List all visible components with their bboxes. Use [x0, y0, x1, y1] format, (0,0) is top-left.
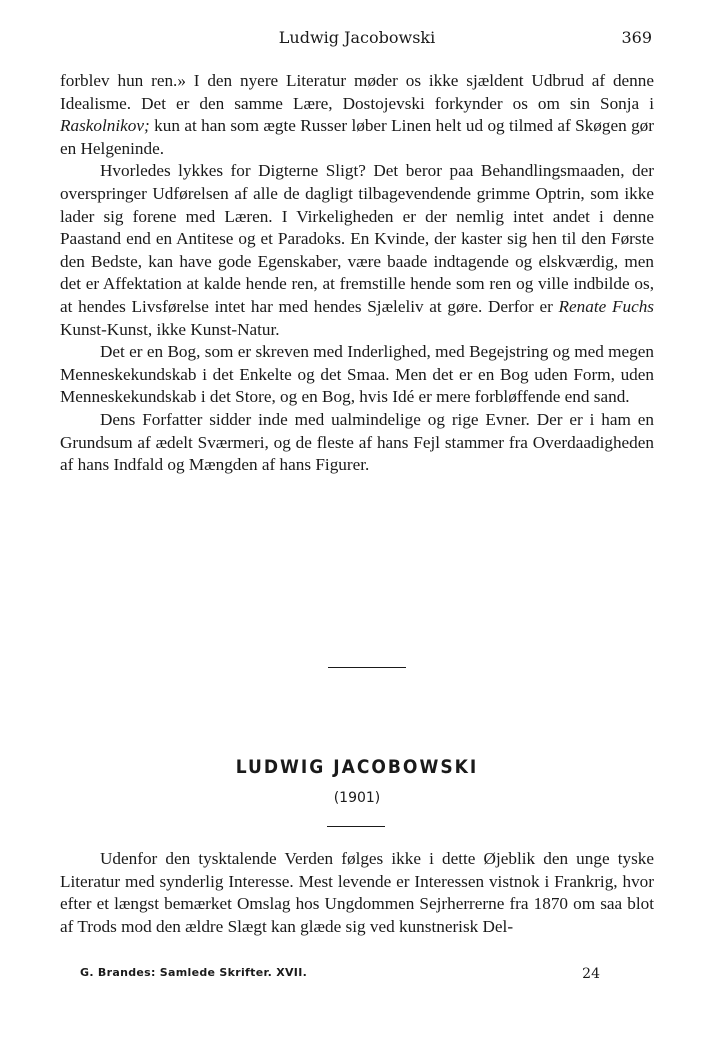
sheet-number: 24 [582, 966, 600, 982]
section-divider [328, 667, 406, 668]
heading-underline [327, 826, 385, 827]
section-heading: LUDWIG JACOBOWSKI [235, 756, 479, 778]
paragraph [60, 160, 654, 341]
text-run: Dens Forfatter sidder inde med ualmindelige og rige Evner. Der er i ham en Grundsum af ædelt Sværmeri, og de fleste af hans Fejl stammer fra Overdaadigheden af hans Indfald og Mængden af hans Figurer. [60, 409, 654, 475]
printer-signature: G. Brandes: Samlede Skrifter. XVII. [80, 966, 308, 979]
italic-title: Renate Fuchs [558, 296, 654, 316]
paragraph [60, 70, 654, 160]
text-run: Det er en Bog, som er skreven med Inderlighed, med Begejstring og med megen Menneskekundskab i det Enkelte og det Smaa. Men det er en Bog uden Form, uden Menneskekundskab i det Store, og en Bog, hvis Idé er mere forbløffende end sand. [60, 342, 654, 407]
text-run: forblev hun ren.» I den nyere Literatur møder os ikke sjældent Udbrud af denne Idealisme. Det er den samme Lære, Dostojevski forkynder os om sin Sonja i [60, 71, 654, 113]
paragraph: Udenfor den tysktalende Verden følges ikke i dette Øjeblik den unge tyske Literatur med synderlig Interesse. Mest levende er Interessen vistnok i Frankrig, hvor efter et længst bemærket Omslag hos Ungdommen Sejrherrerne fra 1870 om saa blot af Trods mod den ældre Slægt kan glæde sig ved kunstnerisk Del- [60, 849, 654, 936]
text-run: kun at han som ægte Russer løber Linen helt ud og tilmed af Skøgen gør en Helgeninde. [60, 116, 654, 158]
italic-title: Raskolnikov; [60, 116, 150, 136]
paragraph [60, 409, 654, 477]
section-year: (1901) [333, 790, 381, 806]
previous-section-text [60, 70, 654, 477]
page-number: 369 [621, 28, 652, 47]
running-title: Ludwig Jacobowski [278, 28, 436, 47]
text-run: Kunst-Kunst, ikke Kunst-Natur. [60, 319, 280, 339]
running-head [60, 28, 654, 54]
new-section-text [60, 848, 654, 938]
paragraph [60, 341, 654, 409]
text-run: Hvorledes lykkes for Digterne Sligt? Det beror paa Behandlingsmaaden, der overspringer Udførelsen af alle de dagligt tilbagevendende grimme Optrin, som ikke lader sig forene med Læren. I Virkeligheden er der nemlig intet andet i denne Paastand end en Antitese og et Paradoks. En Kvinde, der kaster sig hen til den Første den Bedste, kan have gode Egenskaber, være baade indtagende og elskværdig, men det er Affektation at kalde hende ren, at fremstille hende som ren og ville indbilde os, at hendes Livsførelse intet har med hendes Sjæleliv at gøre. Derfor er [60, 161, 654, 316]
page-footer [80, 966, 600, 986]
